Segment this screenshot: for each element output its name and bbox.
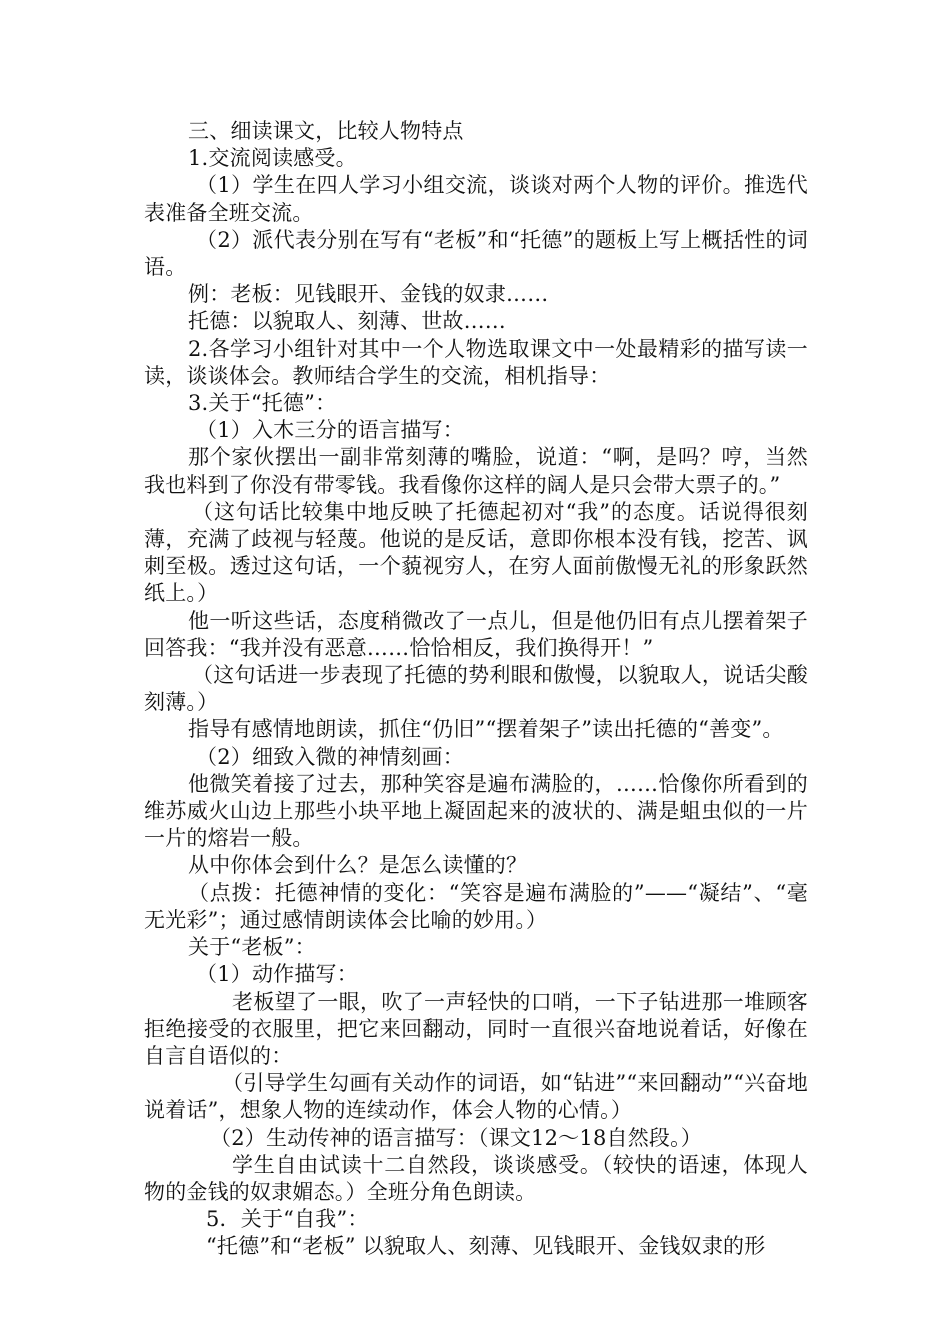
paragraph: （1）入木三分的语言描写： — [196, 418, 464, 443]
document-page — [144, 118, 808, 1261]
paragraph: 关于“老板”： — [188, 935, 316, 960]
paragraph: 例：老板：见钱眼开、金钱的奴隶…… — [188, 282, 549, 307]
paragraph: 那个家伙摆出一副非常刻薄的嘴脸，说道：“啊，是吗？哼，当然我也料到了你没有带零钱。我看像你这样的阔人是只会带大票子的。” — [144, 445, 808, 497]
paragraph: （这句话比较集中地反映了托德起初对“我”的态度。话说得很刻薄，充满了歧视与轻蔑。他说的是反话，意即你根本没有钱，挖苦、讽刺至极。透过这句话，一个藐视穷人，在穷人面前傲慢无礼的形象跃然纸上。） — [144, 499, 808, 606]
paragraph: 2.各学习小组针对其中一个人物选取课文中一处最精彩的描写读一读，谈谈体会。教师结合学生的交流，相机指导： — [144, 336, 808, 388]
paragraph: 他微笑着接了过去，那种笑容是遍布满脸的，……恰像你所看到的维苏威火山边上那些小块平地上凝固起来的波状的、满是蛆虫似的一片一片的熔岩一般。 — [144, 771, 808, 851]
paragraph: 1.交流阅读感受。 — [188, 146, 357, 171]
paragraph: （2）生动传神的语言描写：（课文12～18自然段。） — [210, 1125, 703, 1150]
paragraph: （引导学生勾画有关动作的词语，如“钻进”“来回翻动”“兴奋地说着话”，想象人物的连续动作，体会人物的心情。） — [144, 1071, 808, 1123]
paragraph: （点拨：托德神情的变化：“笑容是遍布满脸的”——“凝结”、“毫无光彩”；通过感情朗读体会比喻的妙用。） — [144, 880, 808, 932]
paragraph: 3.关于“托德”： — [188, 391, 337, 416]
paragraph: 托德：以貌取人、刻薄、世故…… — [188, 309, 506, 334]
paragraph: （2）细致入微的神情刻画： — [196, 744, 464, 769]
paragraph: （2）派代表分别在写有“老板”和“托德”的题板上写上概括性的词语。 — [144, 227, 808, 280]
paragraph: “托德”和“老板” 以貌取人、刻薄、见钱眼开、金钱奴隶的形 — [206, 1234, 766, 1259]
paragraph: 从中你体会到什么？是怎么读懂的？ — [188, 853, 528, 878]
paragraph: 学生自由试读十二自然段，谈谈感受。（较快的语速，体现人物的金钱的奴隶媚态。）全班分角色朗读。 — [144, 1152, 808, 1204]
paragraph: 指导有感情地朗读，抓住“仍旧”“摆着架子”读出托德的“善变”。 — [188, 717, 784, 742]
paragraph: （1）动作描写： — [196, 962, 358, 987]
paragraph: （1）学生在四人学习小组交流，谈谈对两个人物的评价。推选代表准备全班交流。 — [144, 173, 808, 225]
paragraph: 5．关于“自我”： — [206, 1207, 369, 1232]
section-heading: 三、细读课文，比较人物特点 — [188, 119, 464, 143]
paragraph: （这句话进一步表现了托德的势利眼和傲慢，以貌取人，说话尖酸刻薄。） — [144, 663, 808, 715]
paragraph: 他一听这些话，态度稍微改了一点儿，但是他仍旧有点儿摆着架子回答我：“我并没有恶意……恰恰相反，我们换得开！” — [144, 608, 808, 660]
paragraph: 老板望了一眼，吹了一声轻快的口哨，一下子钻进那一堆顾客拒绝接受的衣服里，把它来回翻动，同时一直很兴奋地说着话，好像在自言自语似的： — [144, 989, 808, 1068]
